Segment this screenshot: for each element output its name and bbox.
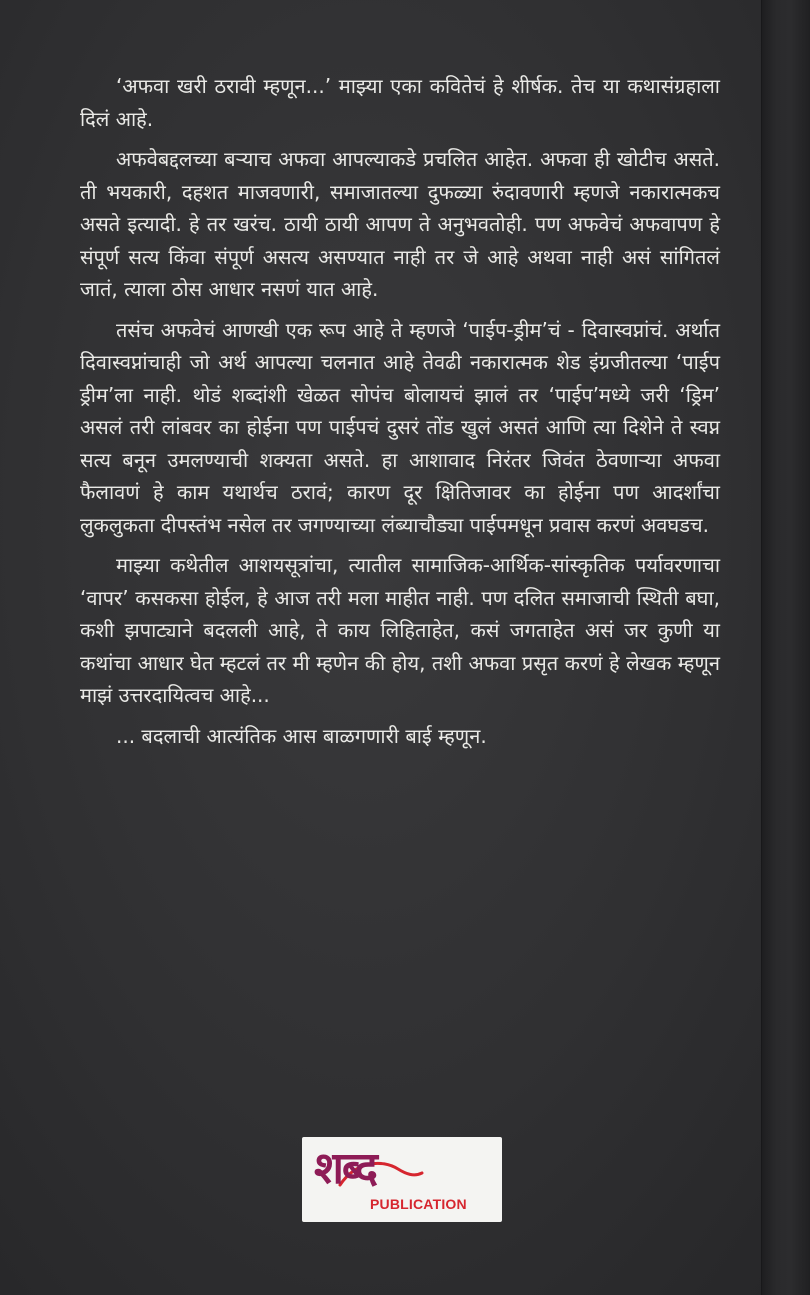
blurb-paragraph-2: अफवेबद्दलच्या बऱ्याच अफवा आपल्याकडे प्रचलित आहेत. अफवा ही खोटीच असते. ती भयकारी, दहशत माजवणारी, समाजातल्या दुफळ्या रुंदावणारी म्हणजे नकारात्मकच असते इत्यादी. हे तर खरंच. ठायी ठायी आपण ते अनुभवतोही. पण अफवेचं अफवापण हे संपूर्ण सत्य किंवा संपूर्ण असत्य असण्यात नाही तर जे आहे अथवा नाही असं सांगितलं जातं, त्याला ठोस आधार नसणं यात आहे. xyxy=(80,147,720,301)
blurb-closing-line: ... बदलाची आत्यंतिक आस बाळगणारी बाई म्हणून. xyxy=(116,723,487,748)
spine-edge xyxy=(761,0,810,1295)
publisher-logo-subtitle: PUBLICATION xyxy=(370,1196,467,1212)
blurb-paragraph-1: ‘अफवा खरी ठरावी म्हणून...’ माझ्या एका कवितेचं हे शीर्षक. तेच या कथासंग्रहाला दिलं आहे. xyxy=(80,74,720,131)
blurb-paragraph-3: तसंच अफवेचं आणखी एक रूप आहे ते म्हणजे ‘पाईप-ड्रीम’चं - दिवास्वप्नांचं. अर्थात दिवास्वप्नांचाही जो अर्थ आपल्या चलनात आहे तेवढी नकारात्मक शेड इंग्रजीतल्या ‘पाईप ड्रीम’ला नाही. थोडं शब्दांशी खेळत सोपंच बोलायचं झालं तर ‘पाईप’मध्ये जरी ‘ड्रिम’ असलं तरी लांबवर का होईना पण पाईपचं दुसरं तोंड खुलं असतं आणि त्या दिशेने ते स्वप्न सत्य बनून उमलण्याची शक्यता असते. हा आशावाद निरंतर जिवंत ठेवणाऱ्या अफवा फैलावणं हे काम यथार्थच ठरावं; कारण दूर क्षितिजावर का होईना पण आदर्शांचा लुकलुकता दीपस्तंभ नसेल तर जगण्याच्या लंब्याचौड्या पाईपमधून प्रवास करणं अवघडच. xyxy=(80,317,720,537)
publisher-logo xyxy=(302,1137,502,1222)
publisher-logo-word: शब्द xyxy=(314,1143,376,1194)
back-cover-blurb xyxy=(80,70,720,760)
blurb-paragraph-4: माझ्या कथेतील आशयसूत्रांचा, त्यातील सामाजिक-आर्थिक-सांस्कृतिक पर्यावरणाचा ‘वापर’ कसकसा होईल, हे आज तरी मला माहीत नाही. पण दलित समाजाची स्थिती बघा, कशी झपाट्याने बदलली आहे, ते काय लिहिताहेत, कसं जगताहेत असं जर कुणी या कथांचा आधार घेत म्हटलं तर मी म्हणेन की होय, तशी अफवा प्रसृत करणं हे लेखक म्हणून माझं उत्तरदायित्वच आहे... xyxy=(80,553,720,707)
